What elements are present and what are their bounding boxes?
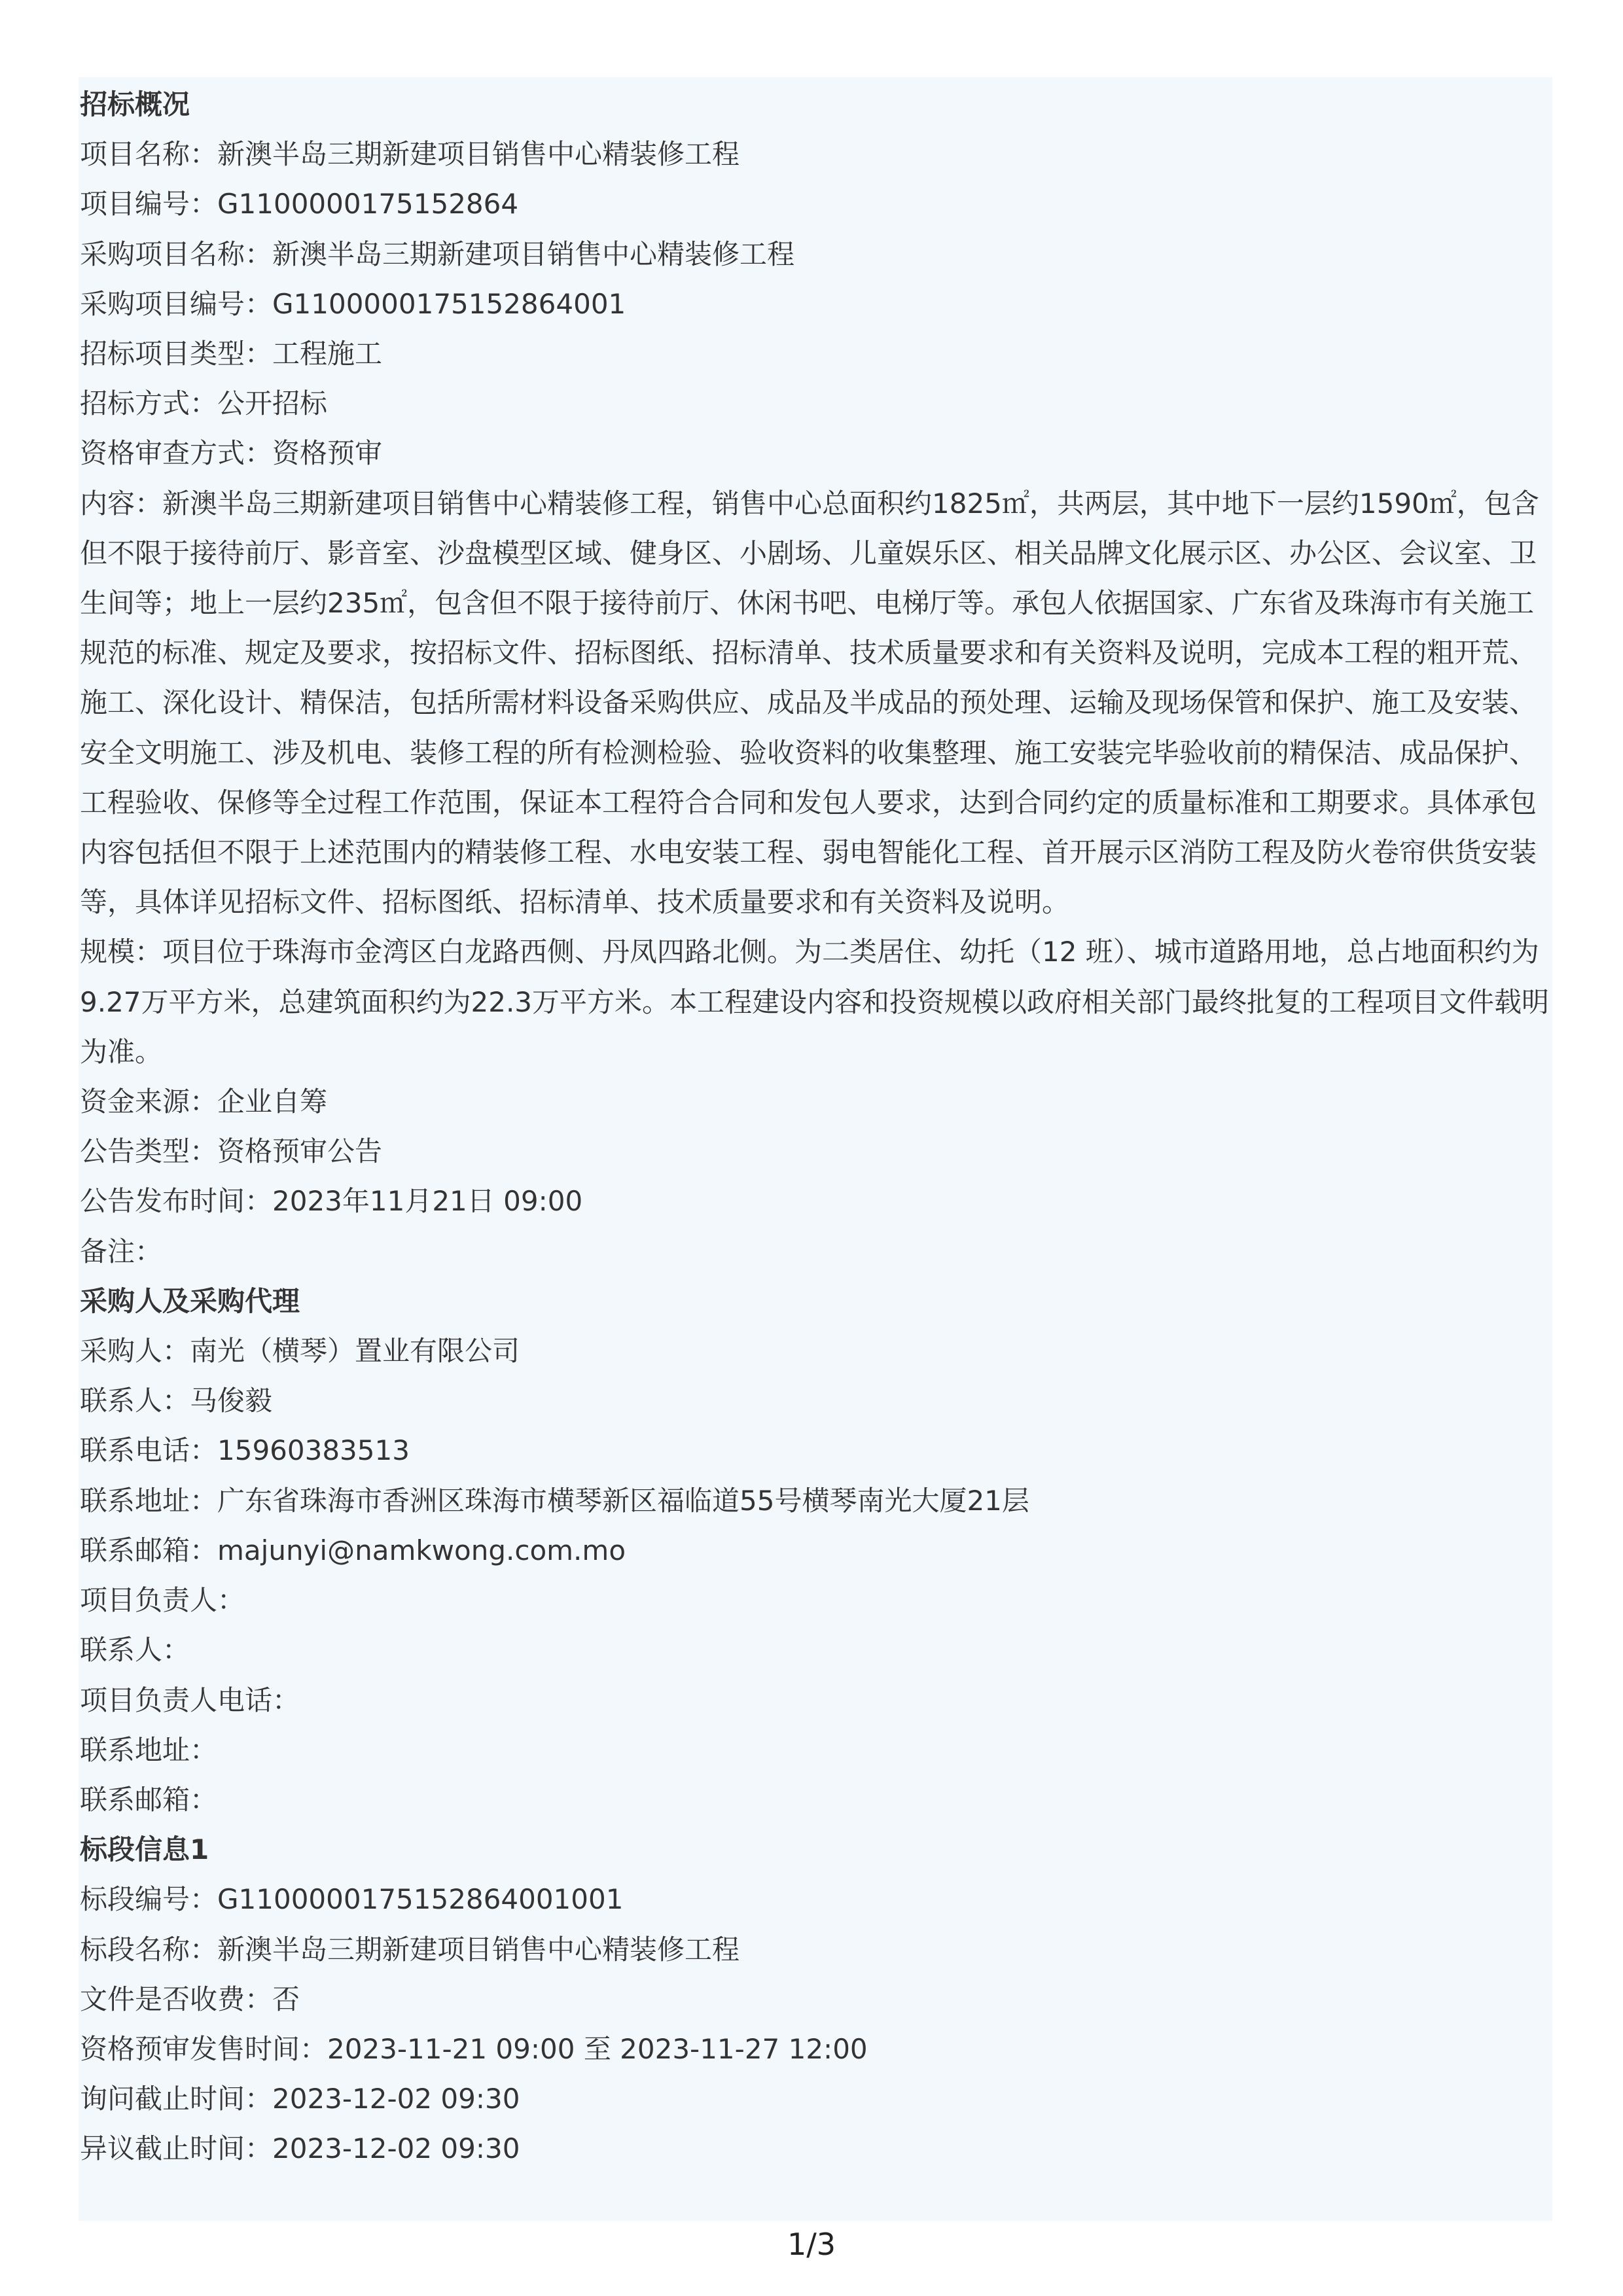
purchaser-address: 联系地址：广东省珠海市香洲区珠海市横琴新区福临道55号横琴南光大厦21层 bbox=[80, 1484, 1029, 1517]
lot-name: 标段名称：新澳半岛三期新建项目销售中心精装修工程 bbox=[80, 1933, 740, 1966]
project-code: 项目编号：G1100000175152864 bbox=[80, 188, 519, 221]
project-type: 招标项目类型：工程施工 bbox=[80, 338, 383, 370]
publish-time: 公告发布时间：2023年11月21日 09:00 bbox=[80, 1185, 583, 1218]
agent-contact: 联系人： bbox=[80, 1634, 190, 1667]
agent-address: 联系地址： bbox=[80, 1733, 218, 1766]
remarks: 备注： bbox=[80, 1235, 163, 1267]
project-content: 内容：新澳半岛三期新建项目销售中心精装修工程，销售中心总面积约1825㎡，共两层，其中地下一层约1590㎡，包含但不限于接待前厅、影音室、沙盘模型区域、健身区、小剧场、儿童娱乐区、相关品牌文化展示区、办公区、会议室、卫生间等；地上一层约235㎡，包含但不限于接待前厅、休闲书吧、电梯厅等。承包人依据国家、广东省及珠海市有关施工规范的标准、规定及要求，按招标文件、招标图纸、招标清单、技术质量要求和有关资料及说明，完成本工程的粗开荒、施工、深化设计、精保洁，包括所需材料设备采购供应、成品及半成品的预处理、运输及现场保管和保护、施工及安装、安全文明施工、涉及机电、装修工程的所有检测检验、验收资料的收集整理、施工安装完毕验收前的精保洁、成品保护、工程验收、保修等全过程工作范围，保证本工程符合合同和发包人要求，达到合同约定的质量标准和工期要求。具体承包内容包括但不限于上述范围内的精装修工程、水电安装工程、弱电智能化工程、首开展示区消防工程及防火卷帘供货安装等，具体详见招标文件、招标图纸、招标清单、技术质量要求和有关资料及说明。 bbox=[80, 487, 1539, 919]
funding-source: 资金来源：企业自筹 bbox=[80, 1086, 328, 1118]
purchaser-email: 联系邮箱：majunyi@namkwong.com.mo bbox=[80, 1534, 626, 1566]
project-name: 项目名称：新澳半岛三期新建项目销售中心精装修工程 bbox=[80, 138, 740, 171]
agent-email: 联系邮箱： bbox=[80, 1783, 218, 1816]
purchaser-phone: 联系电话：15960383513 bbox=[80, 1434, 410, 1467]
document-fee: 文件是否收费：否 bbox=[80, 1983, 300, 2015]
objection-deadline: 异议截止时间：2023-12-02 09:30 bbox=[80, 2132, 520, 2165]
review-method: 资格审查方式：资格预审 bbox=[80, 437, 383, 470]
notice-type: 公告类型：资格预审公告 bbox=[80, 1135, 383, 1168]
sale-time: 资格预审发售时间：2023-11-21 09:00 至 2023-11-27 12:00 bbox=[80, 2032, 868, 2065]
document-body bbox=[79, 77, 1552, 2221]
purchaser-name: 采购人：南光（横琴）置业有限公司 bbox=[80, 1335, 520, 1368]
inquiry-deadline: 询问截止时间：2023-12-02 09:30 bbox=[80, 2083, 520, 2115]
lot-code: 标段编号：G1100000175152864001001 bbox=[80, 1883, 624, 1916]
section-heading-purchaser: 采购人及采购代理 bbox=[80, 1284, 300, 1317]
project-leader-phone: 项目负责人电话： bbox=[80, 1684, 300, 1716]
section-heading-overview: 招标概况 bbox=[80, 88, 190, 120]
purchase-project-code: 采购项目编号：G1100000175152864001 bbox=[80, 287, 626, 320]
tender-method: 招标方式：公开招标 bbox=[80, 387, 328, 420]
section-heading-lot: 标段信息1 bbox=[80, 1833, 209, 1866]
project-scale: 规模：项目位于珠海市金湾区白龙路西侧、丹凤四路北侧。为二类居住、幼托（12 班）、城市道路用地，总占地面积约为9.27万平方米，总建筑面积约为22.3万平方米。本工程建设内容和投资规模以政府相关部门最终批复的工程项目文件载明为准。 bbox=[80, 936, 1550, 1068]
page-number: 1/3 bbox=[787, 2227, 836, 2262]
purchase-project-name: 采购项目名称：新澳半岛三期新建项目销售中心精装修工程 bbox=[80, 238, 795, 270]
purchaser-contact: 联系人：马俊毅 bbox=[80, 1385, 273, 1417]
project-leader: 项目负责人： bbox=[80, 1584, 245, 1617]
